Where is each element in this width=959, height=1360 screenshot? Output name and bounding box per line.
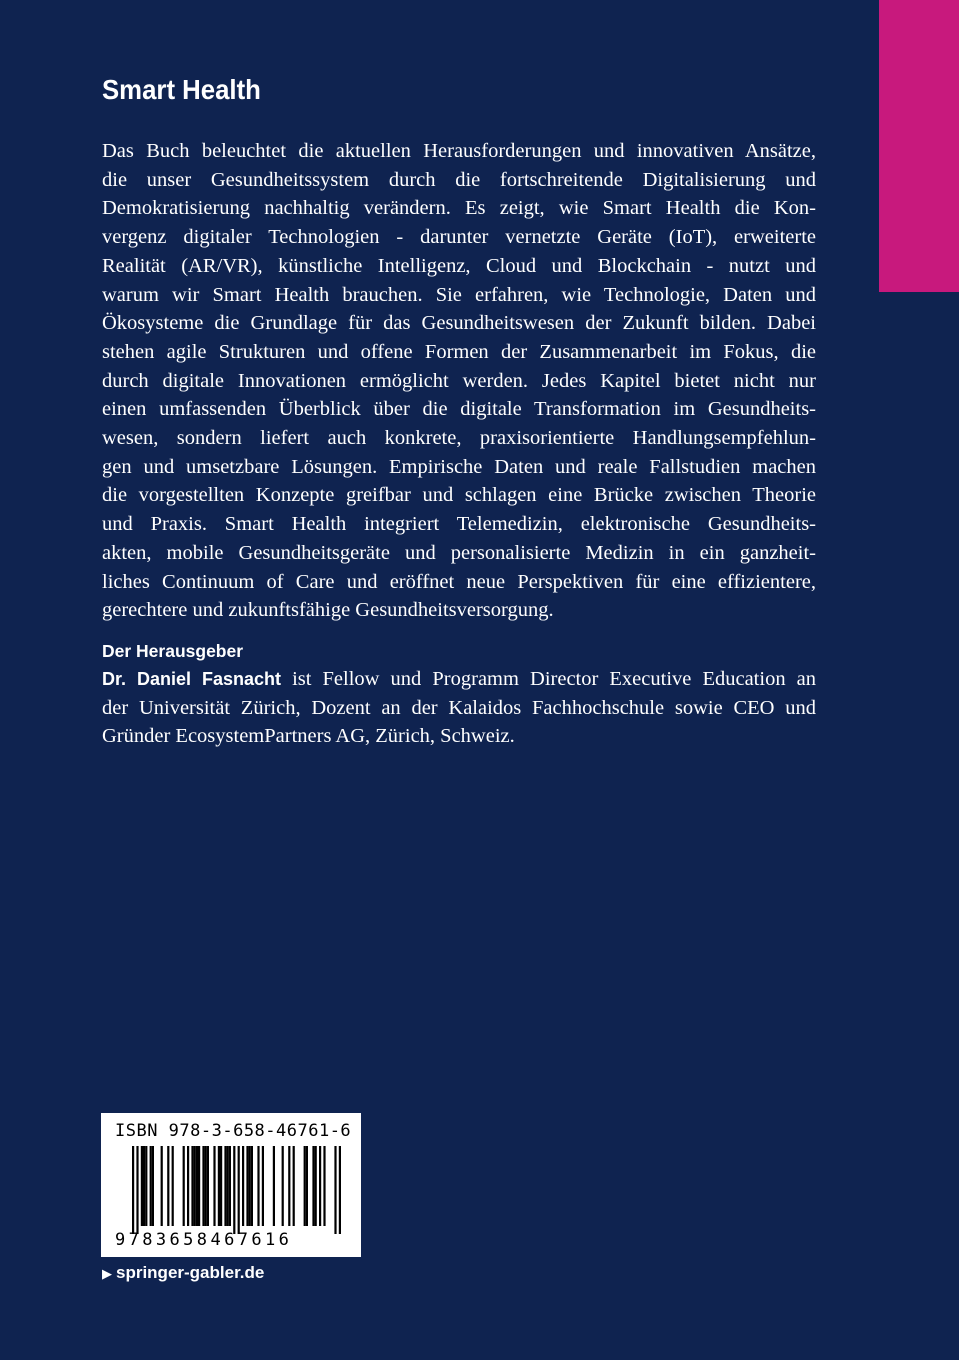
barcode-bar bbox=[229, 1146, 231, 1226]
barcode-bar bbox=[132, 1146, 134, 1234]
isbn-barcode bbox=[101, 1113, 361, 1257]
barcode-bar bbox=[183, 1146, 185, 1226]
barcode-bar bbox=[227, 1146, 229, 1226]
description-line: akten, mobile Gesundheitsgeräte und personalisierte Medizin in ein ganzheit- bbox=[102, 541, 816, 564]
website-url: springer-gabler.de bbox=[116, 1263, 265, 1282]
barcode-bar bbox=[262, 1146, 264, 1226]
barcode-bar bbox=[136, 1146, 138, 1234]
barcode-bar bbox=[288, 1146, 290, 1226]
description-line: die vorgestellten Konzepte greifbar und schlagen eine Brücke zwischen Theorie bbox=[102, 484, 816, 507]
barcode-bar bbox=[315, 1146, 317, 1226]
description-line: einen umfassenden Überblick über die digitale Transformation im Gesundheits- bbox=[102, 398, 816, 421]
barcode-bar bbox=[238, 1146, 240, 1234]
publisher-website[interactable] bbox=[102, 1261, 264, 1286]
barcode-bar bbox=[323, 1146, 325, 1226]
barcode-bar bbox=[304, 1146, 306, 1226]
barcode-bar bbox=[145, 1146, 147, 1226]
description-line: Demokratisierung nachhaltig verändern. Es zeigt, wie Smart Health die Kon- bbox=[102, 197, 816, 220]
barcode-bar bbox=[218, 1146, 220, 1226]
editor-bio-line: der Universität Zürich, Dozent an der Kalaidos Fachhochschule sowie CEO und bbox=[102, 696, 816, 719]
barcode-bar bbox=[220, 1146, 222, 1226]
barcode-bar bbox=[194, 1146, 196, 1226]
accent-bar bbox=[879, 0, 959, 292]
description-line: gerechtere und zukunftsfähige Gesundheitsversorgung. bbox=[102, 599, 554, 622]
arrow-right-icon: ▶ bbox=[102, 1266, 112, 1281]
barcode-bar bbox=[141, 1146, 143, 1226]
barcode-bar bbox=[213, 1146, 215, 1226]
barcode-bar bbox=[306, 1146, 308, 1226]
description-line: Realität (AR/VR), künstliche Intelligenz, Cloud und Blockchain - nutzt und bbox=[102, 254, 816, 277]
barcode-bar bbox=[161, 1146, 163, 1226]
barcode-bar bbox=[143, 1146, 145, 1226]
barcode-bar bbox=[172, 1146, 174, 1226]
description-line: und Praxis. Smart Health integriert Telemedizin, elektronische Gesundheits- bbox=[102, 513, 816, 536]
editor-bio-text: ist Fellow und Programm Director Executive Education an bbox=[280, 668, 816, 690]
barcode-bar bbox=[224, 1146, 226, 1226]
barcode-bar bbox=[196, 1146, 198, 1226]
barcode-bar bbox=[152, 1146, 154, 1226]
book-title: Smart Health bbox=[102, 74, 261, 105]
barcode-bar bbox=[257, 1146, 259, 1226]
barcode-bar bbox=[246, 1146, 248, 1226]
barcode-bar bbox=[150, 1146, 152, 1226]
barcode-bar bbox=[233, 1146, 235, 1234]
description-line: Das Buch beleuchtet die aktuellen Herausforderungen und innovativen Ansätze, bbox=[102, 140, 816, 162]
barcode-bar bbox=[202, 1146, 204, 1226]
editor-bio-line bbox=[102, 665, 816, 694]
barcode-bar bbox=[334, 1146, 336, 1234]
barcode-bar bbox=[167, 1146, 169, 1226]
description-line: wesen, sondern liefert auch konkrete, praxisorientierte Handlungsempfehlun- bbox=[102, 427, 816, 450]
barcode-bar bbox=[319, 1146, 321, 1226]
description-line: gen und umsetzbare Lösungen. Empirische Daten und reale Fallstudien machen bbox=[102, 455, 816, 478]
barcode-bar bbox=[282, 1146, 284, 1226]
barcode-bar bbox=[273, 1146, 275, 1226]
editor-bio bbox=[102, 665, 816, 751]
barcode-bar bbox=[205, 1146, 207, 1226]
description-line: vergenz digitaler Technologien - darunter vernetzte Geräte (IoT), erweiterte bbox=[102, 226, 816, 249]
editor-heading: Der Herausgeber bbox=[102, 641, 244, 661]
isbn-label: ISBN 978-3-658-46761-6 bbox=[115, 1121, 352, 1141]
description-line: Ökosysteme die Grundlage für das Gesundheitswesen der Zukunft bilden. Dabei bbox=[102, 312, 816, 335]
barcode-bar bbox=[293, 1146, 295, 1226]
barcode-bar bbox=[242, 1146, 244, 1226]
barcode-bar bbox=[198, 1146, 200, 1226]
book-description bbox=[102, 137, 816, 625]
barcode-digits: 9783658467616 bbox=[115, 1230, 293, 1250]
description-line: die unser Gesundheitssystem durch die fortschreitende Digitalisierung und bbox=[102, 168, 816, 191]
barcode-bar bbox=[191, 1146, 193, 1226]
editor-bio-line: Gründer EcosystemPartners AG, Zürich, Schweiz. bbox=[102, 725, 515, 748]
barcode-bar bbox=[187, 1146, 189, 1226]
description-line: durch digitale Innovationen ermöglicht werden. Jedes Kapitel bietet nicht nur bbox=[102, 369, 816, 392]
editor-name: Dr. Daniel Fasnacht bbox=[102, 669, 281, 689]
description-line: stehen agile Strukturen und offene Formen der Zusammenarbeit im Fokus, die bbox=[102, 340, 816, 363]
description-line: liches Continuum of Care und eröffnet neue Perspektiven für eine effizientere, bbox=[102, 570, 816, 593]
barcode-bar bbox=[339, 1146, 341, 1234]
barcode-bar bbox=[249, 1146, 251, 1226]
barcode-bar bbox=[251, 1146, 253, 1226]
barcode-bar bbox=[207, 1146, 209, 1226]
description-line: warum wir Smart Health brauchen. Sie erfahren, wie Technologie, Daten und bbox=[102, 283, 816, 306]
barcode-bar bbox=[312, 1146, 314, 1226]
